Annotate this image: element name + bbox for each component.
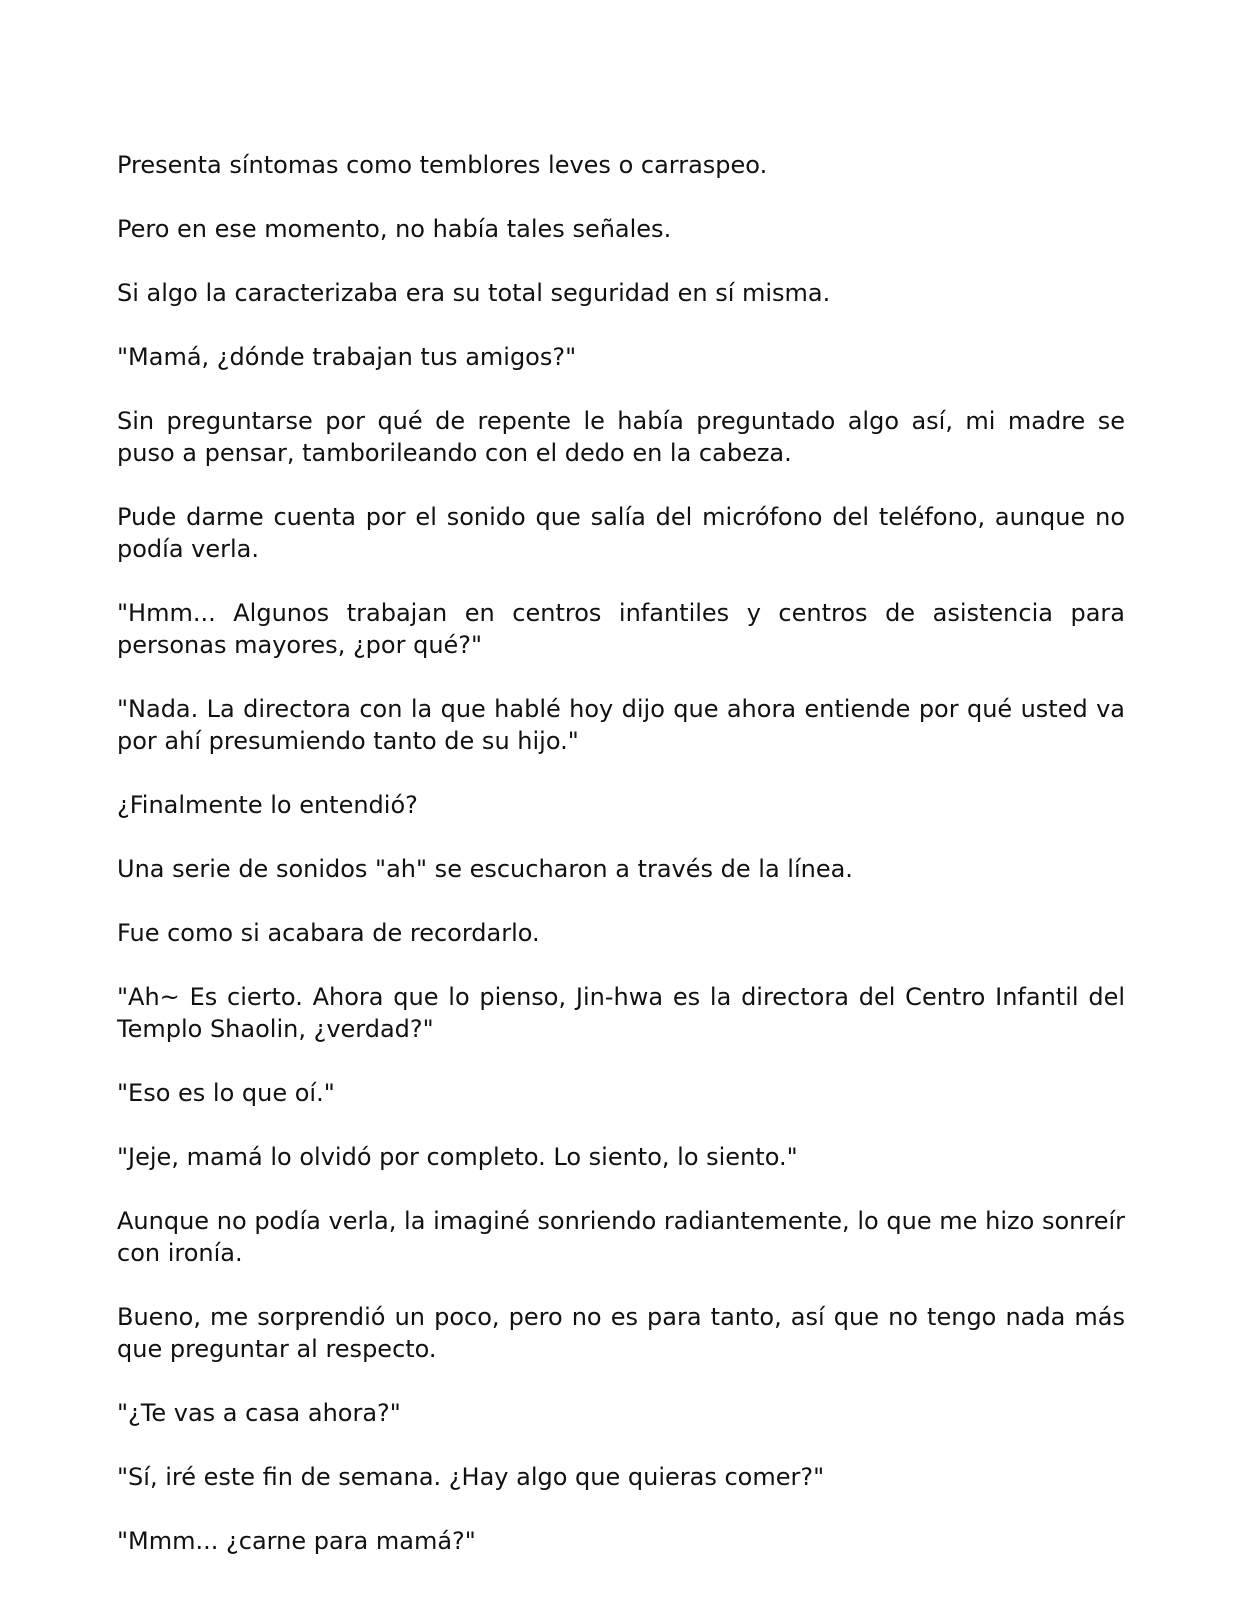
paragraph: Si algo la caracterizaba era su total seguridad en sí misma. — [117, 279, 831, 307]
paragraph: Sin preguntarse por qué de repente le había preguntado algo así, mi madre se puso a pensar, tamborileando con el dedo en la cabeza. — [117, 407, 1125, 467]
paragraph: ¿Finalmente lo entendió? — [117, 791, 418, 819]
paragraph: Presenta síntomas como temblores leves o carraspeo. — [117, 151, 768, 179]
paragraph: Pero en ese momento, no había tales señales. — [117, 215, 672, 243]
document-body — [117, 149, 1125, 1557]
paragraph: "Ah~ Es cierto. Ahora que lo pienso, Jin-hwa es la directora del Centro Infantil del Templo Shaolin, ¿verdad?" — [117, 983, 1125, 1043]
paragraph: "Nada. La directora con la que hablé hoy dijo que ahora entiende por qué usted va por ahí presumiendo tanto de su hijo." — [117, 695, 1125, 755]
paragraph: "¿Te vas a casa ahora?" — [117, 1399, 401, 1427]
paragraph: Bueno, me sorprendió un poco, pero no es para tanto, así que no tengo nada más que preguntar al respecto. — [117, 1303, 1125, 1363]
paragraph: "Mamá, ¿dónde trabajan tus amigos?" — [117, 343, 577, 371]
paragraph: Pude darme cuenta por el sonido que salía del micrófono del teléfono, aunque no podía verla. — [117, 503, 1125, 563]
paragraph: Fue como si acabara de recordarlo. — [117, 919, 540, 947]
paragraph: Aunque no podía verla, la imaginé sonriendo radiantemente, lo que me hizo sonreír con ironía. — [117, 1207, 1125, 1267]
paragraph: "Sí, iré este fin de semana. ¿Hay algo que quieras comer?" — [117, 1463, 825, 1491]
paragraph: "Eso es lo que oí." — [117, 1079, 335, 1107]
paragraph: Una serie de sonidos "ah" se escucharon a través de la línea. — [117, 855, 853, 883]
paragraph: "Jeje, mamá lo olvidó por completo. Lo siento, lo siento." — [117, 1143, 798, 1171]
paragraph: "Mmm... ¿carne para mamá?" — [117, 1527, 476, 1555]
paragraph: "Hmm... Algunos trabajan en centros infantiles y centros de asistencia para personas mayores, ¿por qué?" — [117, 599, 1125, 659]
